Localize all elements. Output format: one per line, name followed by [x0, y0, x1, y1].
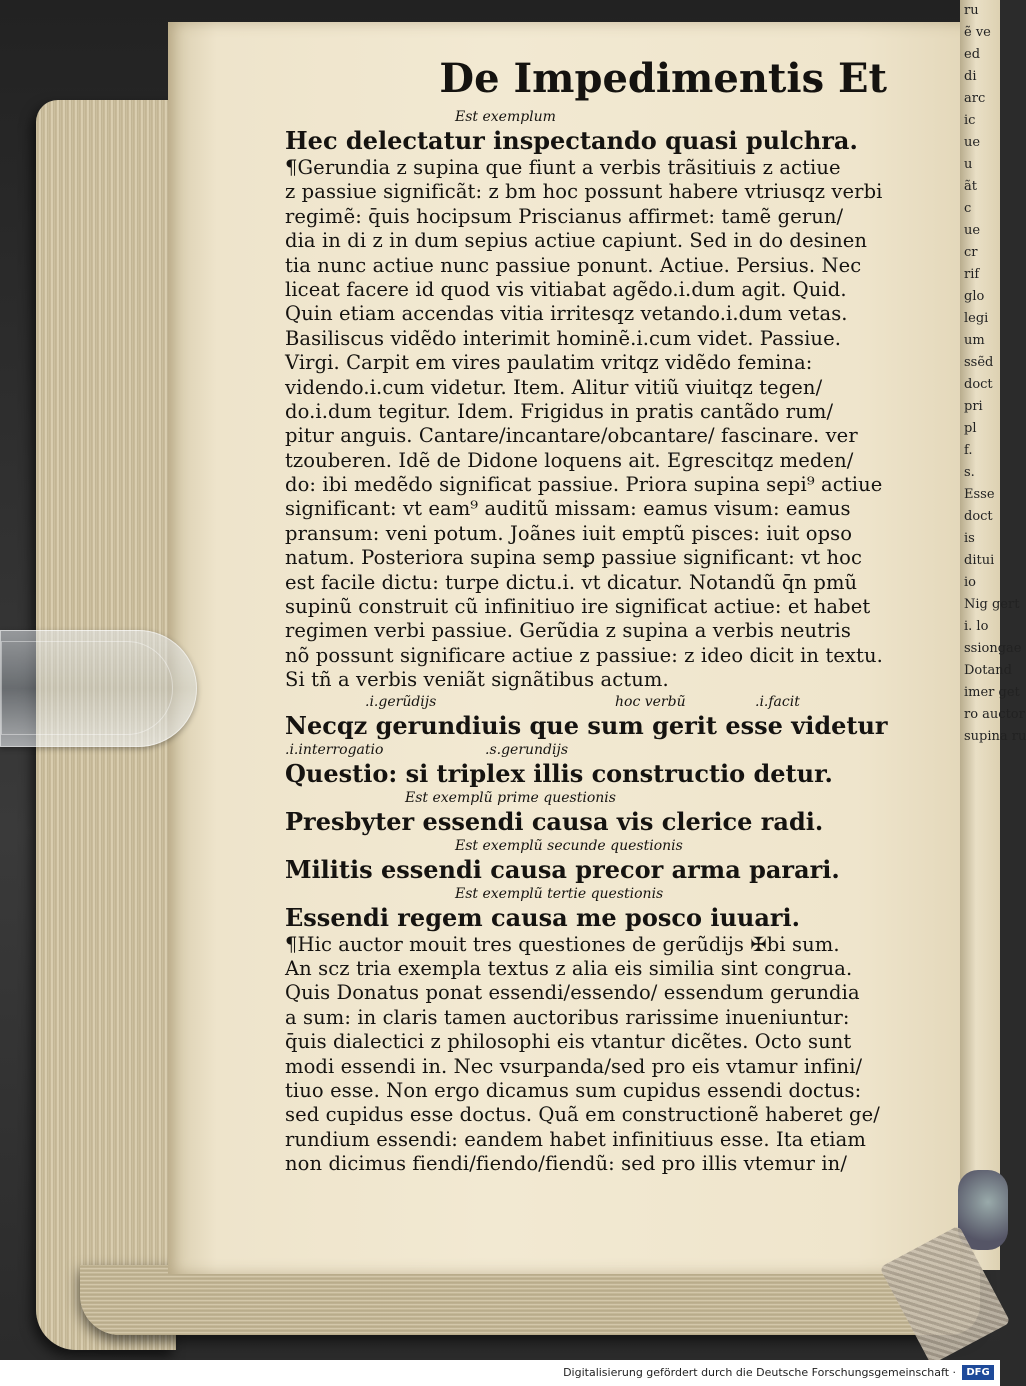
page-text [285, 50, 905, 1177]
right-page-fragment: arc [964, 91, 986, 106]
right-page-fragment: i. lo [964, 619, 989, 634]
commentary-line: regimẽ: q̄uis hocipsum Priscianus affirmet: tamẽ gerun/ [285, 204, 844, 228]
commentary-line: An scz tria exempla textus z alia eis similia sint congrua. [285, 956, 853, 980]
right-page-fragment: pri [964, 399, 983, 414]
gloss-word: hoc verbũ [615, 693, 686, 710]
gloss-word: .i.gerũdijs [365, 693, 437, 710]
verse-line: Questio: si triplex illis constructio detur. [285, 758, 833, 788]
right-page-fragment: Esse [964, 487, 995, 502]
right-page-fragment: u [964, 157, 973, 172]
footer-bar [0, 1360, 1000, 1386]
commentary-line: significant: vt eam⁹ auditũ missam: eamus visum: eamus [285, 497, 851, 521]
right-page-fragment: um [964, 333, 985, 348]
commentary-line: dia in di z in dum sepius actiue capiunt. Sed in do desinen [285, 229, 868, 253]
commentary-line: z passiue significãt: z bm hoc possunt habere vtriusqz verbi [285, 180, 883, 204]
right-page-fragment: ssẽd [964, 355, 994, 370]
commentary-line: ¶Gerundia z supina que fiunt a verbis trãsitiuis z actiue [285, 156, 841, 179]
verse-line: Militis essendi causa precor arma parari. [285, 854, 840, 884]
interlinear-gloss: Est exemplũ tertie questionis [455, 885, 664, 902]
commentary-line: Quis Donatus ponat essendi/essendo/ essendum gerundia [285, 981, 860, 1005]
right-page-fragment: ue [964, 223, 981, 238]
right-page-fragment: io [964, 575, 976, 590]
verse-line: Essendi regem causa me posco iuuari. [285, 902, 801, 932]
right-page-fragment: ãt [964, 179, 977, 194]
right-page-fragment: rif [964, 267, 980, 282]
commentary-line: tia nunc actiue nunc passiue ponunt. Actiue. Persius. Nec [285, 253, 862, 277]
page-title: De Impedimentis Et [439, 55, 887, 102]
right-page-fragment: doct [964, 509, 993, 524]
right-page-fragment: imer get [964, 685, 1020, 700]
interlinear-gloss [285, 741, 905, 759]
commentary-line: do.i.dum tegitur. Idem. Frigidus in pratis cantãdo rum/ [285, 399, 834, 423]
commentary-line: regimen verbi passiue. Gerũdia z supina a verbis neutris [285, 619, 851, 643]
commentary-line: pransum: veni potum. Joãnes iuit emptũ pisces: iuit opso [285, 521, 853, 545]
verse-line: Presbyter essendi causa vis clerice radi. [285, 806, 824, 836]
right-page-fragment: Nig gert [964, 597, 1020, 612]
right-page-fragment: ue [964, 135, 981, 150]
right-page-fragment: cr [964, 245, 978, 260]
right-page-fragment: supina ru [964, 729, 1026, 744]
commentary-line: Si tñ a verbis veniãt signãtibus actum. [285, 668, 669, 692]
text-lines [285, 108, 905, 1177]
dfg-logo: DFG [962, 1365, 994, 1380]
commentary-line: Basiliscus vidẽdo interimit hominẽ.i.cum videt. Passiue. [285, 326, 842, 350]
book-bottom-edge [80, 1265, 980, 1335]
interlinear-gloss: Est exemplũ prime questionis [405, 789, 616, 806]
right-page-fragment: s. [964, 465, 975, 480]
commentary-line: tzouberen. Idẽ de Didone loquens ait. Egrescitqz meden/ [285, 448, 854, 472]
commentary-line: sed cupidus esse doctus. Quã em constructionẽ haberet ge/ [285, 1103, 880, 1127]
commentary-line: videndo.i.cum videtur. Item. Alitur vitiũ viuitqz tegen/ [285, 375, 823, 399]
right-page-fragment: Dotand [964, 663, 1012, 678]
right-page-fragment: ẽ ve [964, 25, 991, 40]
right-page-fragment: ssiongae [964, 641, 1022, 656]
gloss-word: .i.facit [755, 693, 800, 710]
right-page-fragment: ed [964, 47, 981, 62]
right-page-fragment: ditui [964, 553, 995, 568]
right-page-fragment: doct [964, 377, 993, 392]
commentary-line: nõ possunt significare actiue z passiue: z ideo dicit in textu. [285, 643, 883, 667]
commentary-line: liceat facere id quod vis vitiabat agẽdo.i.dum agit. Quid. [285, 277, 847, 301]
right-page-fragment: legi [964, 311, 989, 326]
commentary-line: supinũ construit cũ infinitiuo ire significat actiue: et habet [285, 595, 871, 619]
commentary-line: est facile dictu: turpe dictu.i. vt dicatur. Notandũ q̄n pmũ [285, 570, 858, 594]
verse-line: Necqz gerundiuis que sum gerit esse videtur [285, 710, 888, 740]
right-page-fragment: c [964, 201, 972, 216]
right-page-fragment: ro auctor [964, 707, 1025, 722]
commentary-line: ¶Hic auctor mouit tres questiones de gerũdijs ✠bi sum. [285, 932, 840, 956]
right-page-fragment: ru [964, 3, 979, 18]
commentary-line: modi essendi in. Nec vsurpanda/sed pro eis vtamur infini/ [285, 1054, 863, 1078]
interlinear-gloss: Est exemplũ secunde questionis [455, 837, 683, 854]
right-page-edge [960, 0, 1026, 1270]
funding-credit: Digitalisierung gefördert durch die Deutsche Forschungsgemeinschaft · [563, 1366, 956, 1379]
interlinear-gloss: Est exemplum [455, 109, 556, 125]
interlinear-gloss [285, 693, 905, 711]
right-page-fragment: glo [964, 289, 985, 304]
right-page-fragment: ic [964, 113, 976, 128]
right-page-fragment: is [964, 531, 975, 546]
right-page-fragment: di [964, 69, 977, 84]
gloss-word: .s.gerundijs [485, 741, 569, 758]
commentary-line: Virgi. Carpit em vires paulatim vritqz vidẽdo femina: [285, 351, 813, 375]
right-page-fragment: pl [964, 421, 977, 436]
commentary-line: do: ibi medẽdo significat passiue. Priora supina sepi⁹ actiue [285, 473, 883, 497]
verse-line: Hec delectatur inspectando quasi pulchra. [285, 126, 858, 155]
commentary-line: pitur anguis. Cantare/incantare/obcantare/ fascinare. ver [285, 424, 858, 448]
commentary-line: tiuo esse. Non ergo dicamus sum cupidus essendi doctus: [285, 1078, 862, 1102]
gloss-word: .i.interrogatio [285, 741, 384, 758]
right-page-fragment: f. [964, 443, 973, 458]
commentary-line: non dicimus fiendi/fiendo/fiendũ: sed pro illis vtemur in/ [285, 1152, 847, 1176]
commentary-line: rundium essendi: eandem habet infinitiuus esse. Ita etiam [285, 1127, 866, 1151]
commentary-line: a sum: in claris tamen auctoribus rarissime inueniuntur: [285, 1005, 850, 1029]
page-clip [0, 630, 197, 747]
commentary-line: Quin etiam accendas vitia irritesqz vetando.i.dum vetas. [285, 302, 848, 326]
commentary-line: q̄uis dialectici z philosophi eis vtantur dicẽtes. Octo sunt [285, 1030, 852, 1054]
commentary-line: natum. Posteriora supina semꝑ passiue significant: vt hoc [285, 546, 862, 570]
